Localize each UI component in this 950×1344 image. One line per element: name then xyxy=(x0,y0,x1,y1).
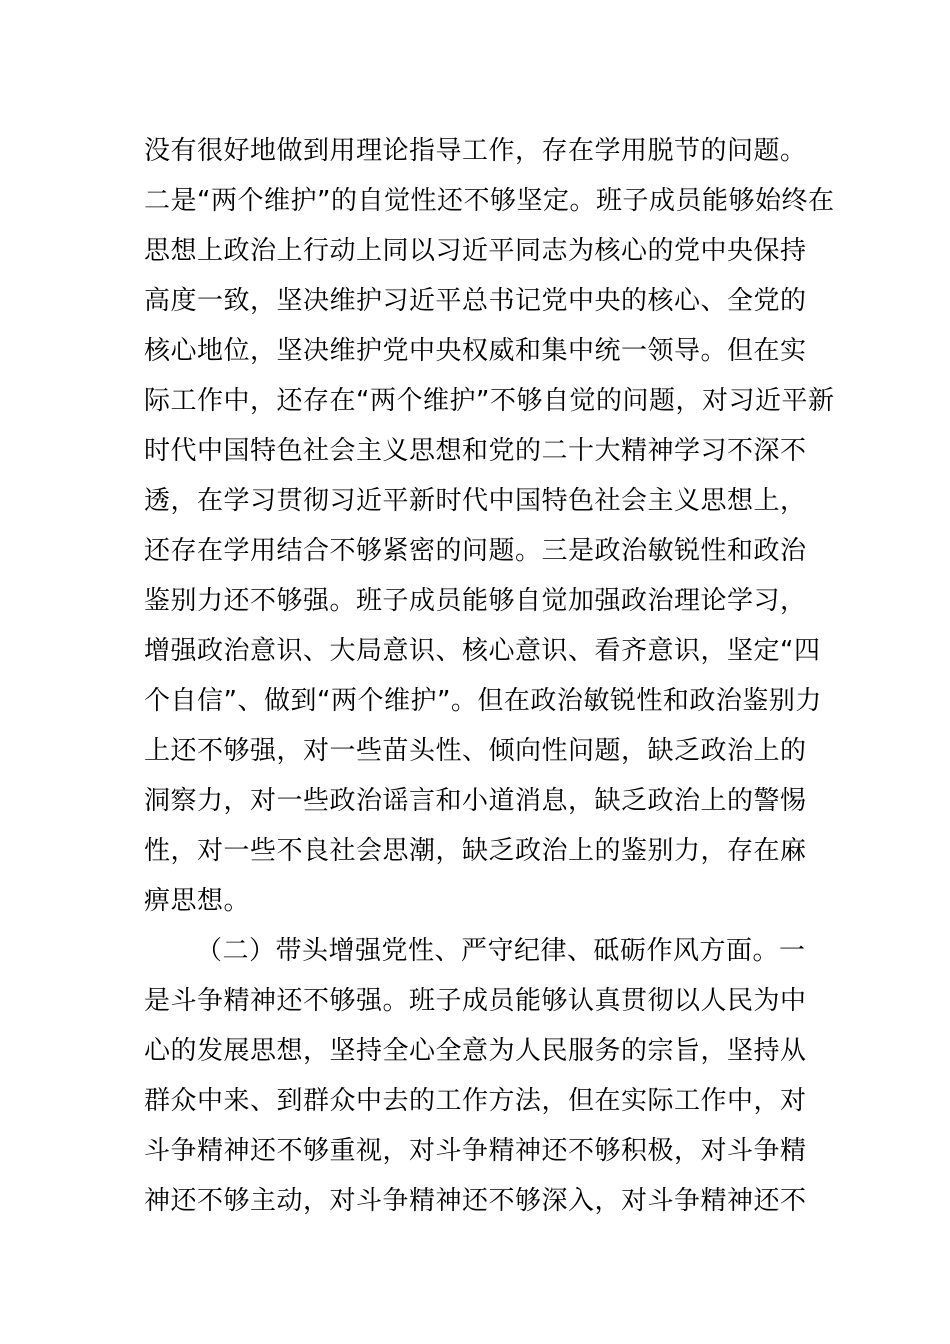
text-line: 斗争精神还不够重视，对斗争精神还不够积极，对斗争精 xyxy=(144,1136,807,1166)
text-line: 增强政治意识、大局意识、核心意识、看齐意识，坚定“四 xyxy=(144,636,821,666)
text-line: 是斗争精神还不够强。班子成员能够认真贯彻以人民为中 xyxy=(144,986,807,1016)
text-line: 还存在学用结合不够紧密的问题。三是政治敏锐性和政治 xyxy=(144,536,807,566)
text-line: 神还不够主动，对斗争精神还不够深入，对斗争精神还不 xyxy=(144,1186,807,1216)
text-line: 个自信”、做到“两个维护”。但在政治敏锐性和政治鉴别力 xyxy=(144,686,822,716)
text-line: 性，对一些不良社会思潮，缺乏政治上的鉴别力，存在麻 xyxy=(144,836,807,866)
text-line: 心的发展思想，坚持全心全意为人民服务的宗旨，坚持从 xyxy=(144,1036,807,1066)
text-line: 群众中来、到群众中去的工作方法，但在实际工作中，对 xyxy=(144,1086,807,1116)
text-line: 痹思想。 xyxy=(144,886,251,916)
section-heading-line: （二）带头增强党性、严守纪律、砥砺作风方面。一 xyxy=(196,936,806,966)
text-line: 二是“两个维护”的自觉性还不够坚定。班子成员能够始终在 xyxy=(144,186,835,216)
text-line: 上还不够强，对一些苗头性、倾向性问题，缺乏政治上的 xyxy=(144,736,807,766)
text-line: 洞察力，对一些政治谣言和小道消息，缺乏政治上的警惕 xyxy=(144,786,807,816)
body-text xyxy=(144,126,835,1226)
text-line: 际工作中，还存在“两个维护”不够自觉的问题，对习近平新 xyxy=(144,386,835,416)
text-line: 透，在学习贯彻习近平新时代中国特色社会主义思想上， xyxy=(144,486,807,516)
text-line: 核心地位，坚决维护党中央权威和集中统一领导。但在实 xyxy=(144,336,807,366)
text-line: 时代中国特色社会主义思想和党的二十大精神学习不深不 xyxy=(144,436,807,466)
text-line: 没有很好地做到用理论指导工作，存在学用脱节的问题。 xyxy=(144,136,807,166)
text-line: 高度一致，坚决维护习近平总书记党中央的核心、全党的 xyxy=(144,286,807,316)
text-line: 思想上政治上行动上同以习近平同志为核心的党中央保持 xyxy=(144,236,807,266)
text-line: 鉴别力还不够强。班子成员能够自觉加强政治理论学习， xyxy=(144,586,807,616)
